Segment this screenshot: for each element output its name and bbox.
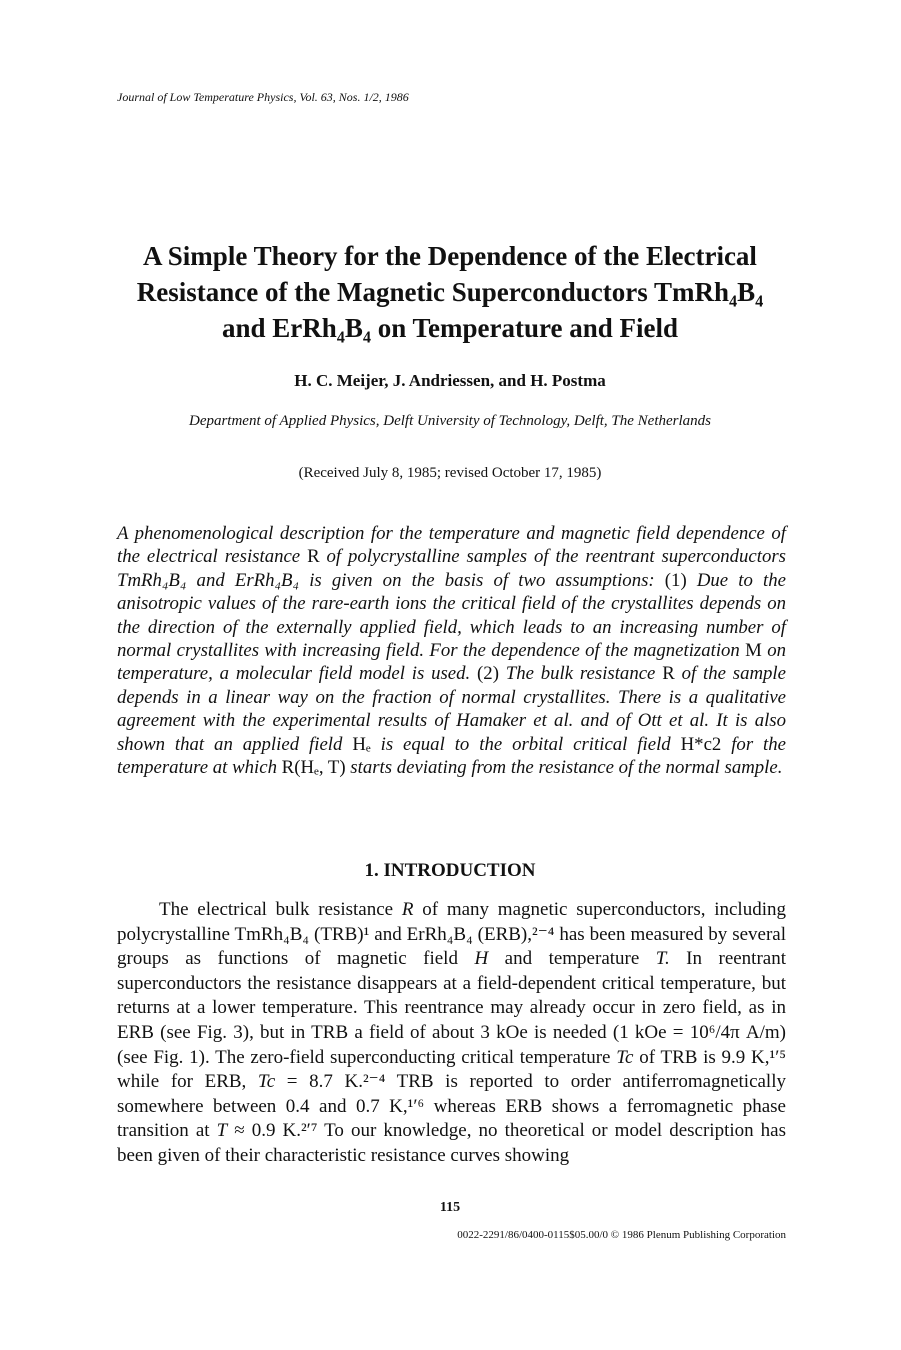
abstract-text: Due to the anisotropic values of the rare-earth ions the critical field of the crystallites depends on the direction of the externally applied field, which leads to an increasing number of normal crystallites with increasing field. For the dependence of the magnetization	[117, 569, 786, 662]
abstract-text: starts deviating from the resistance of the normal sample.	[345, 757, 783, 779]
title-line-2: Resistance of the Magnetic Superconductors TmRh₄B₄	[136, 277, 764, 307]
intro-text: ≈ 0.9 K.²ʹ⁷ To our knowledge, no theoretical or model description has been given of their characteristic resistance curves showing	[117, 1120, 787, 1166]
abstract-text: is equal to the orbital critical field	[370, 733, 681, 755]
title-line-3: and ErRh₄B₄ on Temperature and Field	[221, 313, 679, 343]
intro-text: = 8.7 K.²⁻⁴ TRB is reported to order antiferromagnetically somewhere between 0.4 and 0.7 K,¹ʹ⁶ whereas ERB shows a ferromagnetic phase transition at	[117, 1071, 786, 1142]
abstract-text: A phenomenological description for the temperature and magnetic field dependence of the electrical resistance	[117, 523, 786, 568]
intro-symbol: T	[216, 1120, 228, 1142]
abstract-symbol: R	[307, 546, 320, 568]
intro-text: The electrical bulk resistance	[159, 899, 402, 920]
author-list: H. C. Meijer, J. Andriessen, and H. Postma	[294, 371, 606, 390]
intro-symbol: R	[401, 899, 414, 920]
section-heading: 1. INTRODUCTION	[364, 860, 536, 881]
intro-text: of TRB is 9.9 K,¹ʹ⁵ while for ERB,	[117, 1046, 786, 1093]
intro-text: of many magnetic superconductors, including polycrystalline TmRh₄B₄ (TRB)¹ and ErRh₄B₄ (ERB),²⁻⁴ has been measured by several groups as functions of magnetic field	[117, 899, 786, 970]
intro-text: and temperature	[488, 948, 656, 970]
abstract-text: of the sample depends in a linear way on the fraction of normal crystallites. There is a qualitative agreement with the experimental results of Hamaker et al. and of Ott et al. It is also shown that an applied field	[117, 663, 786, 755]
abstract-text: The bulk resistance	[498, 663, 663, 685]
intro-symbol: Tc	[257, 1071, 276, 1093]
intro-symbol: Tc	[616, 1046, 634, 1068]
intro-symbol: T.	[655, 948, 670, 970]
abstract-text: of polycrystalline samples of the reentrant superconductors TmRh₄B₄ and ErRh₄B₄ is given on the basis of two assumptions:	[117, 546, 786, 591]
title-line-1: A Simple Theory for the Dependence of the Electrical	[143, 241, 757, 271]
abstract-symbol: H*c2	[680, 733, 722, 755]
abstract-symbol: Hₑ	[352, 733, 371, 755]
intro-symbol: H	[474, 948, 489, 970]
abstract-symbol: R(Hₑ, T)	[281, 757, 346, 779]
copyright-line: 0022-2291/86/0400-0115$05.00/0 © 1986 Plenum Publishing Corporation	[457, 1229, 786, 1241]
paper-title	[100, 238, 800, 346]
received-date: (Received July 8, 1985; revised October 17, 1985)	[298, 465, 602, 481]
page-number: 115	[439, 1200, 461, 1215]
abstract-text: on temperature, a molecular field model is used.	[117, 640, 786, 685]
abstract-symbol: R	[662, 663, 675, 685]
intro-paragraph	[117, 898, 786, 1169]
abstract	[117, 522, 786, 779]
journal-header: Journal of Low Temperature Physics, Vol. 63, Nos. 1/2, 1986	[117, 90, 409, 104]
abstract-text: for the temperature at which	[117, 733, 786, 779]
affiliation: Department of Applied Physics, Delft University of Technology, Delft, The Netherlands	[188, 413, 712, 429]
abstract-enum: (1)	[664, 569, 687, 591]
intro-text: In reentrant superconductors the resistance disappears at a field-dependent critical temperature, but returns at a lower temperature. This reentrance may already occur in zero field, as in ERB (see Fig. 3), but in TRB a field of about 3 kOe is needed (1 kOe = 10⁶/4π A/m) (see Fig. 1). The zero-field superconducting critical temperature	[117, 948, 787, 1068]
abstract-symbol: M	[745, 640, 762, 662]
abstract-enum: (2)	[477, 663, 499, 685]
